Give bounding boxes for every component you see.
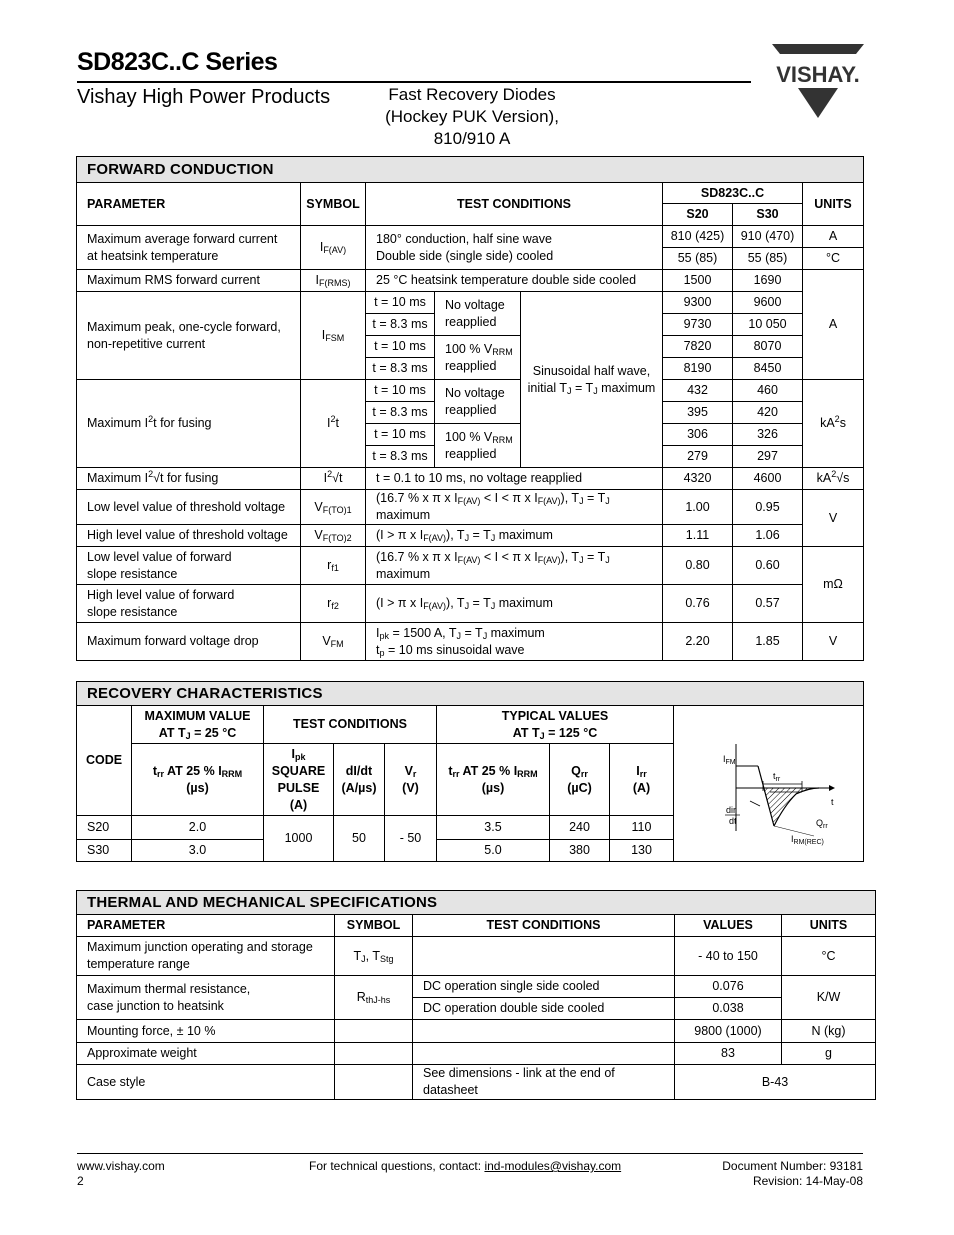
- cond-single-side: DC operation single side cooled: [413, 976, 675, 998]
- value-s20: 4320: [663, 468, 733, 490]
- footer-left: [77, 1159, 165, 1189]
- value-s20: 1.00: [663, 490, 733, 525]
- header-line: MAXIMUM VALUE: [144, 708, 251, 723]
- document-number: Document Number: 93181: [722, 1159, 863, 1173]
- value-s30: 55 (85): [733, 248, 803, 270]
- param-avg-current: [77, 226, 301, 270]
- didt-cell: 50: [334, 816, 385, 862]
- label-dir: dir: [726, 805, 737, 815]
- value-s30: 910 (470): [733, 226, 803, 248]
- col-header-test-conditions: TEST CONDITIONS: [413, 915, 675, 937]
- recovery-diagram-cell: [674, 706, 864, 862]
- param-i2t: Maximum $I^2t$ for fusing: [77, 380, 301, 468]
- cond-text: maximum: [490, 625, 545, 640]
- col-header-didt: [334, 744, 385, 816]
- cond-text: = 10 ms sinusoidal wave: [384, 642, 525, 657]
- label-qrr: $Q_{rr}$: [816, 818, 828, 830]
- cond-double-side: DC operation double side cooled: [413, 998, 675, 1020]
- cond-i2rt: t = 0.1 to 10 ms, no voltage reapplied: [366, 468, 663, 490]
- website-link[interactable]: www.vishay.com: [77, 1159, 165, 1173]
- value-s20: 2.20: [663, 623, 733, 661]
- cond-text: reapplied: [445, 358, 497, 373]
- value-s20: 8190: [663, 358, 733, 380]
- param-line: Maximum average forward current: [87, 231, 278, 246]
- trr-max-cell: 3.0: [132, 840, 264, 862]
- unit: mΩ: [803, 547, 864, 623]
- header-unit: (µs): [186, 780, 209, 795]
- param-text: t for fusing: [153, 416, 212, 430]
- header-unit: (µC): [567, 780, 592, 795]
- value: 0.038: [675, 998, 782, 1020]
- product-description: [372, 84, 572, 150]
- param-rf1: [77, 547, 301, 585]
- header-unit: (µs): [481, 780, 505, 795]
- col-header-units: UNITS: [782, 915, 876, 937]
- value-s30: 10 050: [733, 314, 803, 336]
- section-title: RECOVERY CHARACTERISTICS: [77, 682, 864, 706]
- col-header-trr-max: $t_{rr}$ AT 25 % $I_{RRM}$ (µs): [132, 744, 264, 816]
- value-s30: 1.06: [733, 525, 803, 547]
- param-vfm: Maximum forward voltage drop: [77, 623, 301, 661]
- unit: V: [803, 623, 864, 661]
- irr-cell: 110: [610, 816, 674, 840]
- page-subtitle: Vishay High Power Products: [77, 86, 331, 108]
- cond-text: 100 % V: [445, 341, 493, 356]
- col-header-symbol: SYMBOL: [335, 915, 413, 937]
- cond-line: 180° conduction, half sine wave: [376, 231, 552, 246]
- value: 0.076: [675, 976, 782, 998]
- param-line: slope resistance: [87, 566, 178, 581]
- value-s20: 9300: [663, 292, 733, 314]
- param-text: Maximum I: [87, 471, 149, 485]
- param-line: Maximum thermal resistance,: [87, 981, 251, 996]
- symbol-ifrms: $I_{F(RMS)}$: [301, 270, 366, 292]
- contact-text: For technical questions, contact:: [309, 1159, 485, 1173]
- col-header-units: UNITS: [803, 183, 864, 226]
- param-weight: Approximate weight: [77, 1043, 335, 1065]
- label-irm: $I_{RM(REC)}$: [791, 834, 824, 846]
- cond-time: t = 10 ms: [366, 380, 435, 402]
- col-header-vr: $V_r$ (V): [385, 744, 437, 816]
- cond-avg-current: [366, 226, 663, 270]
- cond-time: t = 10 ms: [366, 424, 435, 446]
- symbol-i2rt: $I^2√t$: [301, 468, 366, 490]
- unit: $kA^2√s$: [803, 468, 864, 490]
- cond-time: t = 8.3 ms: [366, 402, 435, 424]
- ipk-cell: 1000: [264, 816, 334, 862]
- qrr-cell: 240: [550, 816, 610, 840]
- email-link[interactable]: ind-modules@vishay.com: [484, 1159, 622, 1173]
- symbol-ifav: $I_{F(AV)}$: [301, 226, 366, 270]
- param-case-style: Case style: [77, 1065, 335, 1100]
- unit: g: [782, 1043, 876, 1065]
- col-header-test-conditions: TEST CONDITIONS: [366, 183, 663, 226]
- recovery-waveform-diagram: [674, 706, 863, 856]
- cond-time: t = 8.3 ms: [366, 446, 435, 468]
- cond-vto2: (I > π x $I_{F(AV)}$), $T_J = T_J$ maximum: [366, 525, 663, 547]
- cond-line: Double side (single side) cooled: [376, 248, 554, 263]
- header-unit: (A): [632, 780, 651, 795]
- cond-vrrm: 100 % $V_{RRM}$ reapplied: [435, 336, 521, 380]
- param-tj: [77, 937, 335, 976]
- footer-right: [640, 1159, 863, 1189]
- trr-max-cell: 2.0: [132, 816, 264, 840]
- param-line: at heatsink temperature: [87, 248, 219, 263]
- col-header-s30: S30: [733, 204, 803, 226]
- param-text: Maximum I: [87, 416, 149, 430]
- label-ifm: $I_{FM}$: [723, 754, 736, 766]
- value: - 40 to 150: [675, 937, 782, 976]
- value-s20: 9730: [663, 314, 733, 336]
- symbol-empty: [335, 1065, 413, 1100]
- title-rule: [77, 81, 751, 83]
- unit: A: [803, 270, 864, 380]
- value-s20: 0.76: [663, 585, 733, 623]
- product-desc-line: (Hockey PUK Version),: [385, 107, 559, 126]
- qrr-cell: 380: [550, 840, 610, 862]
- value-s30: 460: [733, 380, 803, 402]
- value-s20: 306: [663, 424, 733, 446]
- thermal-mechanical-table: [76, 890, 876, 1100]
- param-rth: [77, 976, 335, 1020]
- value-s30: 0.95: [733, 490, 803, 525]
- label-trr: $t_{rr}$: [773, 771, 781, 783]
- footer-rule: [77, 1153, 863, 1154]
- cond-rf2: (I > π x $I_{F(AV)}$), $T_J = T_J$ maximum: [366, 585, 663, 623]
- unit: V: [803, 490, 864, 547]
- value-s30: 1690: [733, 270, 803, 292]
- value-s30: 0.57: [733, 585, 803, 623]
- cond-rms: 25 °C heatsink temperature double side cooled: [366, 270, 663, 292]
- symbol-tj: $T_J$, $T_{Stg}$: [335, 937, 413, 976]
- cond-line: No voltage: [445, 297, 505, 312]
- value: B-43: [675, 1065, 876, 1100]
- vishay-logo: [768, 44, 868, 120]
- cond-vto1: (16.7 % x π x $I_{F(AV)} < I < \pi$ x $I_{F(AV)}$), $T_J = T_J$ maximum: [366, 490, 663, 525]
- param-line: Maximum junction operating and storage: [87, 940, 313, 954]
- symbol-vfm: $V_{FM}$: [301, 623, 366, 661]
- cond-vrrm: 100 % $V_{RRM}$ reapplied: [435, 424, 521, 468]
- code-cell: S30: [77, 840, 132, 862]
- value-s20: 395: [663, 402, 733, 424]
- symbol-vto2: $V_{F(TO)2}$: [301, 525, 366, 547]
- col-header-ipk: $I_{pk}$ SQUARE PULSE (A): [264, 744, 334, 816]
- value-s30: 420: [733, 402, 803, 424]
- param-line: Low level value of forward: [87, 549, 232, 564]
- cond-text: reapplied: [445, 446, 497, 461]
- cond-time: t = 10 ms: [366, 336, 435, 358]
- header-line: TYPICAL VALUES: [501, 708, 609, 723]
- header-line: (A): [289, 797, 308, 812]
- col-header-values: VALUES: [675, 915, 782, 937]
- unit: $kA^2s$: [803, 380, 864, 468]
- unit: °C: [782, 937, 876, 976]
- cond-no-voltage: [435, 292, 521, 336]
- value: 9800 (1000): [675, 1020, 782, 1043]
- param-text: √t for fusing: [153, 471, 219, 485]
- param-line: case junction to heatsink: [87, 998, 224, 1013]
- param-peak-current: [77, 292, 301, 380]
- col-header-test-conditions: TEST CONDITIONS: [264, 706, 437, 744]
- cond-time: t = 10 ms: [366, 292, 435, 314]
- param-vto1: Low level value of threshold voltage: [77, 490, 301, 525]
- value-s30: 326: [733, 424, 803, 446]
- param-line: High level value of forward: [87, 587, 235, 602]
- value-s20: 432: [663, 380, 733, 402]
- cond-line: No voltage: [445, 385, 505, 400]
- cond-line: Sinusoidal half wave,: [532, 363, 651, 378]
- symbol-rth: $R_{thJ-hs}$: [335, 976, 413, 1020]
- revision: Revision: 14-May-08: [752, 1174, 863, 1188]
- cond-time: t = 8.3 ms: [366, 358, 435, 380]
- value-s30: 297: [733, 446, 803, 468]
- value-s20: 279: [663, 446, 733, 468]
- col-header-qrr: $Q_{rr}$ (µC): [550, 744, 610, 816]
- param-line: non-repetitive current: [87, 336, 206, 351]
- unit: A: [803, 226, 864, 248]
- col-header-trr-typ: $t_{rr}$ AT 25 % $I_{RRM}$ (µs): [437, 744, 550, 816]
- unit: K/W: [782, 976, 876, 1020]
- unit: °C: [803, 248, 864, 270]
- cond-empty: [413, 1043, 675, 1065]
- recovery-table: [76, 681, 864, 862]
- value-s30: 9600: [733, 292, 803, 314]
- page-title: SD823C..C Series: [77, 48, 278, 76]
- param-rf2: [77, 585, 301, 623]
- trr-typ-cell: 5.0: [437, 840, 550, 862]
- value-s30: 8450: [733, 358, 803, 380]
- footer-contact: [309, 1159, 621, 1174]
- value-s20: 7820: [663, 336, 733, 358]
- label-t: t: [831, 797, 834, 807]
- symbol-empty: [335, 1043, 413, 1065]
- param-rms-current: Maximum RMS forward current: [77, 270, 301, 292]
- trr-typ-cell: 3.5: [437, 816, 550, 840]
- param-line: slope resistance: [87, 604, 178, 619]
- unit-text: kA: [820, 416, 835, 430]
- header-unit: (V): [402, 780, 419, 795]
- cond-line: reapplied: [445, 402, 497, 417]
- label-dt: dt: [729, 816, 737, 826]
- cond-case-link[interactable]: See dimensions - link at the end of datasheet: [413, 1065, 675, 1100]
- col-header-s20: S20: [663, 204, 733, 226]
- cond-no-voltage: [435, 380, 521, 424]
- irr-cell: 130: [610, 840, 674, 862]
- col-header-max-value: MAXIMUM VALUE AT $T_J = 25$ °C: [132, 706, 264, 744]
- cond-line: initial T: [527, 380, 568, 395]
- value: 83: [675, 1043, 782, 1065]
- cond-line: maximum: [601, 380, 656, 395]
- cond-text: = 1500 A, T: [389, 625, 457, 640]
- value-s30: 8070: [733, 336, 803, 358]
- value-s20: 810 (425): [663, 226, 733, 248]
- value-s20: 55 (85): [663, 248, 733, 270]
- unit-text: kA: [816, 471, 832, 485]
- cond-empty: [413, 937, 675, 976]
- col-header-code: CODE: [77, 706, 132, 816]
- param-line: temperature range: [87, 957, 190, 971]
- param-vto2: High level value of threshold voltage: [77, 525, 301, 547]
- cond-sinusoidal: Sinusoidal half wave, initial $T_J = T_J$ maximum: [521, 292, 663, 468]
- param-mounting-force: Mounting force, ± 10 %: [77, 1020, 335, 1043]
- code-cell: S20: [77, 816, 132, 840]
- value-s30: 1.85: [733, 623, 803, 661]
- cond-text: 100 % V: [445, 429, 493, 444]
- section-title: THERMAL AND MECHANICAL SPECIFICATIONS: [77, 891, 876, 915]
- col-header-parameter: PARAMETER: [77, 915, 335, 937]
- cond-vfm: $I_{pk} = 1500$ A, $T_J = T_J$ maximum $t_p = 10$ ms sinusoidal wave: [366, 623, 663, 661]
- product-desc-line: 810/910 A: [433, 129, 511, 148]
- col-header-symbol: SYMBOL: [301, 183, 366, 226]
- header-line: SQUARE: [271, 763, 326, 778]
- symbol-vto1: $V_{F(TO)1}$: [301, 490, 366, 525]
- cond-line: reapplied: [445, 314, 497, 329]
- unit: N (kg): [782, 1020, 876, 1043]
- section-title: FORWARD CONDUCTION: [77, 157, 864, 183]
- cond-rf1: (16.7 % x π x $I_{F(AV)} < I < \pi$ x $I_{F(AV)}$), $T_J = T_J$ maximum: [366, 547, 663, 585]
- symbol-rf1: $r_{f1}$: [301, 547, 366, 585]
- value-s30: 0.60: [733, 547, 803, 585]
- forward-conduction-table: [76, 156, 864, 661]
- page-number: 2: [77, 1174, 84, 1188]
- col-header-typical-values: TYPICAL VALUES AT $T_J = 125$ °C: [437, 706, 674, 744]
- value-s20: 1500: [663, 270, 733, 292]
- cond-empty: [413, 1020, 675, 1043]
- value-s20: 0.80: [663, 547, 733, 585]
- header-line: PULSE: [277, 780, 320, 795]
- value-s30: 4600: [733, 468, 803, 490]
- symbol-ifsm: $I_{FSM}$: [301, 292, 366, 380]
- param-line: Maximum peak, one-cycle forward,: [87, 319, 281, 334]
- symbol-rf2: $r_{f2}$: [301, 585, 366, 623]
- logo-wordmark: VISHAY.: [776, 62, 860, 87]
- symbol-i2t: $I^2t$: [301, 380, 366, 468]
- product-desc-line: Fast Recovery Diodes: [388, 85, 556, 104]
- col-header-parameter: PARAMETER: [77, 183, 301, 226]
- header-line: dI/dt: [345, 763, 373, 778]
- param-i2rt: Maximum $I^2√t$ for fusing: [77, 468, 301, 490]
- value-s20: 1.11: [663, 525, 733, 547]
- symbol-empty: [335, 1020, 413, 1043]
- cond-time: t = 8.3 ms: [366, 314, 435, 336]
- col-header-device: SD823C..C: [663, 183, 803, 204]
- header-line: (A/µs): [341, 780, 377, 795]
- vr-cell: - 50: [385, 816, 437, 862]
- col-header-irr: $I_{rr}$ (A): [610, 744, 674, 816]
